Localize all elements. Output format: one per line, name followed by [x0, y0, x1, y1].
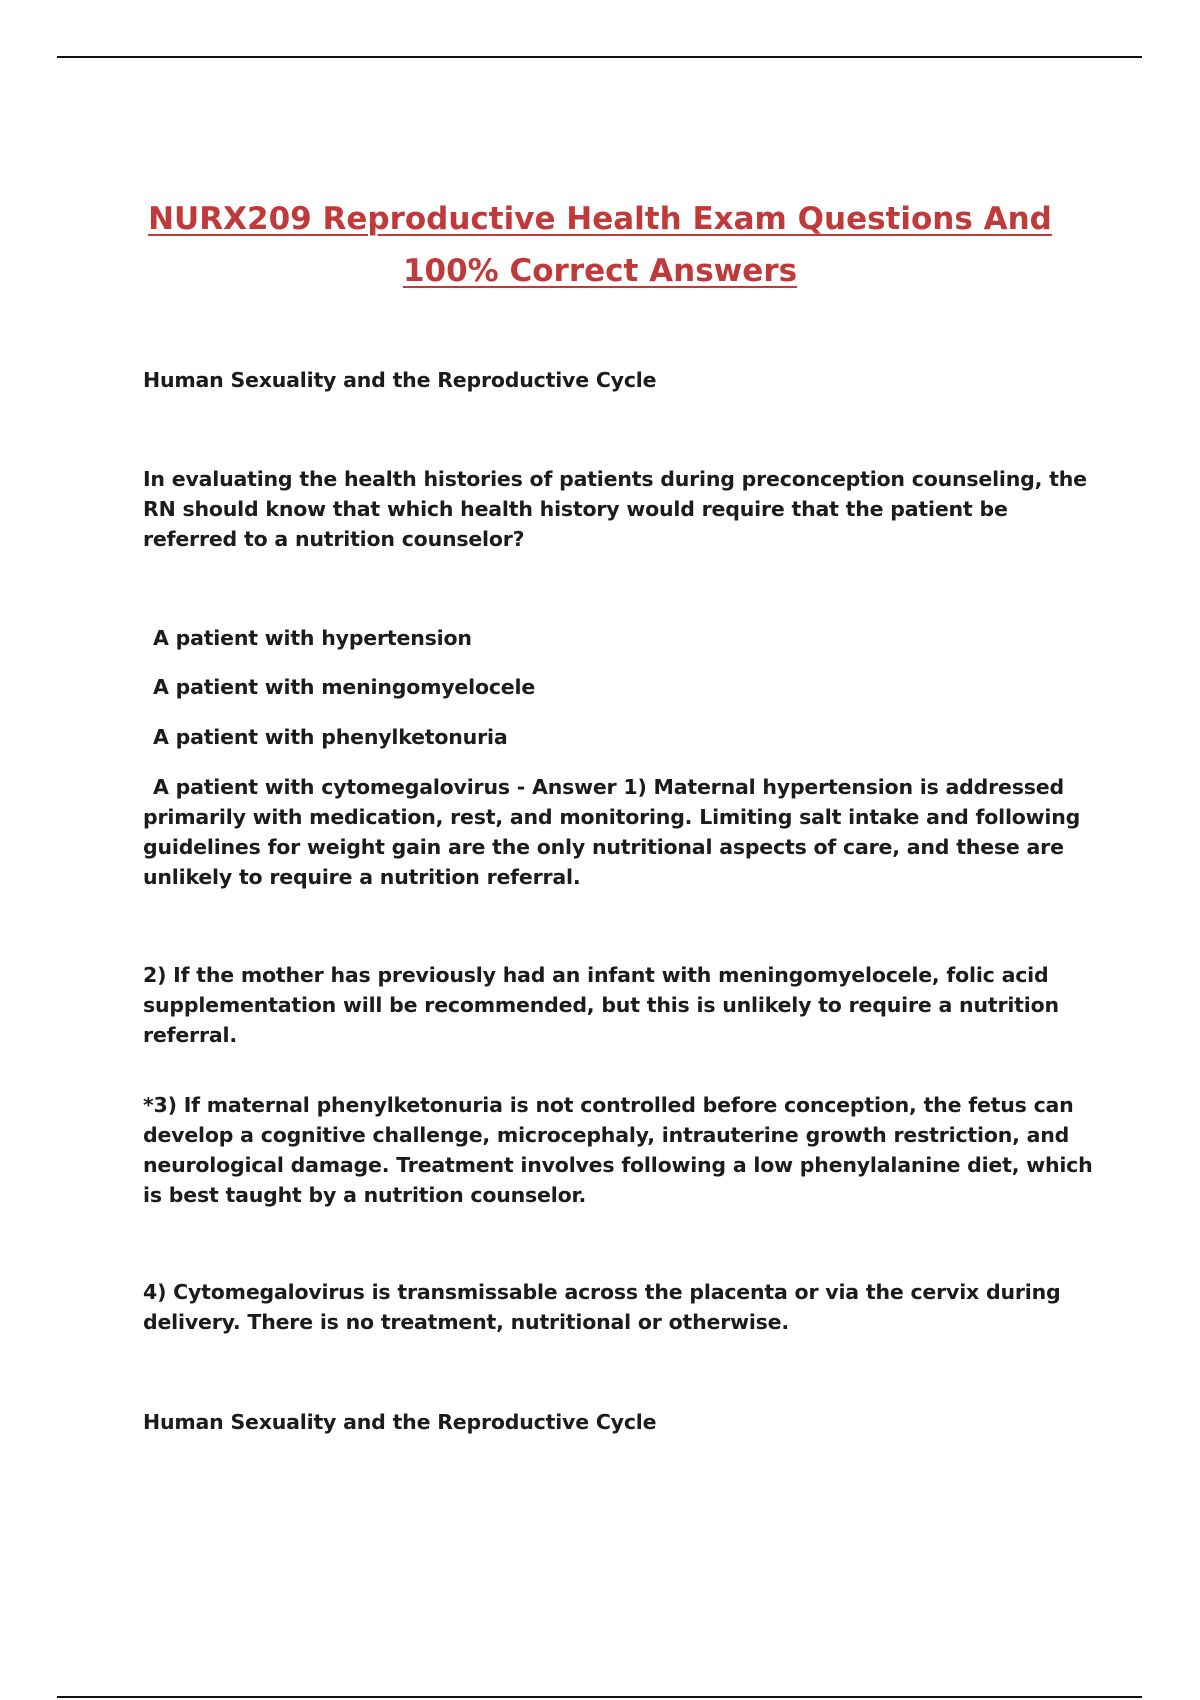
answer-explanation-2: 2) If the mother has previously had an infant with meningomyelocele, folic acid supplementation will be recommended, but this is unlikely to require a nutrition referral.: [143, 963, 1059, 1047]
title-line-2: 100% Correct Answers: [402, 253, 798, 289]
answer-explanation-3: *3) If maternal phenylketonuria is not controlled before conception, the fetus can develop a cognitive challenge, microcephaly, intrauterine growth restriction, and neurological damage. Treatment involves following a low phenylalanine diet, which is best taught by a nutrition counselor.: [143, 1093, 1093, 1207]
answer-explanation-4: 4) Cytomegalovirus is transmissable across the placenta or via the cervix during delivery. There is no treatment, nutritional or otherwise.: [143, 1280, 1061, 1334]
option-4: A patient with cytomegalovirus - Answer 1) Maternal hypertension is addressed: [153, 775, 1064, 799]
answer-explanation-1: primarily with medication, rest, and monitoring. Limiting salt intake and following guidelines for weight gain are the only nutritional aspects of care, and these are unlikely to require a nutrition referral.: [143, 805, 1081, 889]
question-text: In evaluating the health histories of patients during preconception counseling, the RN should know that which health history would require that the patient be referred to a nutrition counselor?: [143, 467, 1087, 551]
title-line-1: NURX209 Reproductive Health Exam Questions And: [148, 201, 1052, 237]
bottom-rule: [57, 1696, 1142, 1698]
top-rule: [57, 56, 1142, 58]
document-title: [120, 193, 1080, 297]
option-1: A patient with hypertension: [153, 626, 472, 650]
option-3: A patient with phenylketonuria: [153, 725, 508, 749]
section-heading: Human Sexuality and the Reproductive Cycle: [143, 368, 657, 392]
option-2: A patient with meningomyelocele: [153, 675, 536, 699]
section-heading-repeat: Human Sexuality and the Reproductive Cycle: [143, 1410, 657, 1434]
